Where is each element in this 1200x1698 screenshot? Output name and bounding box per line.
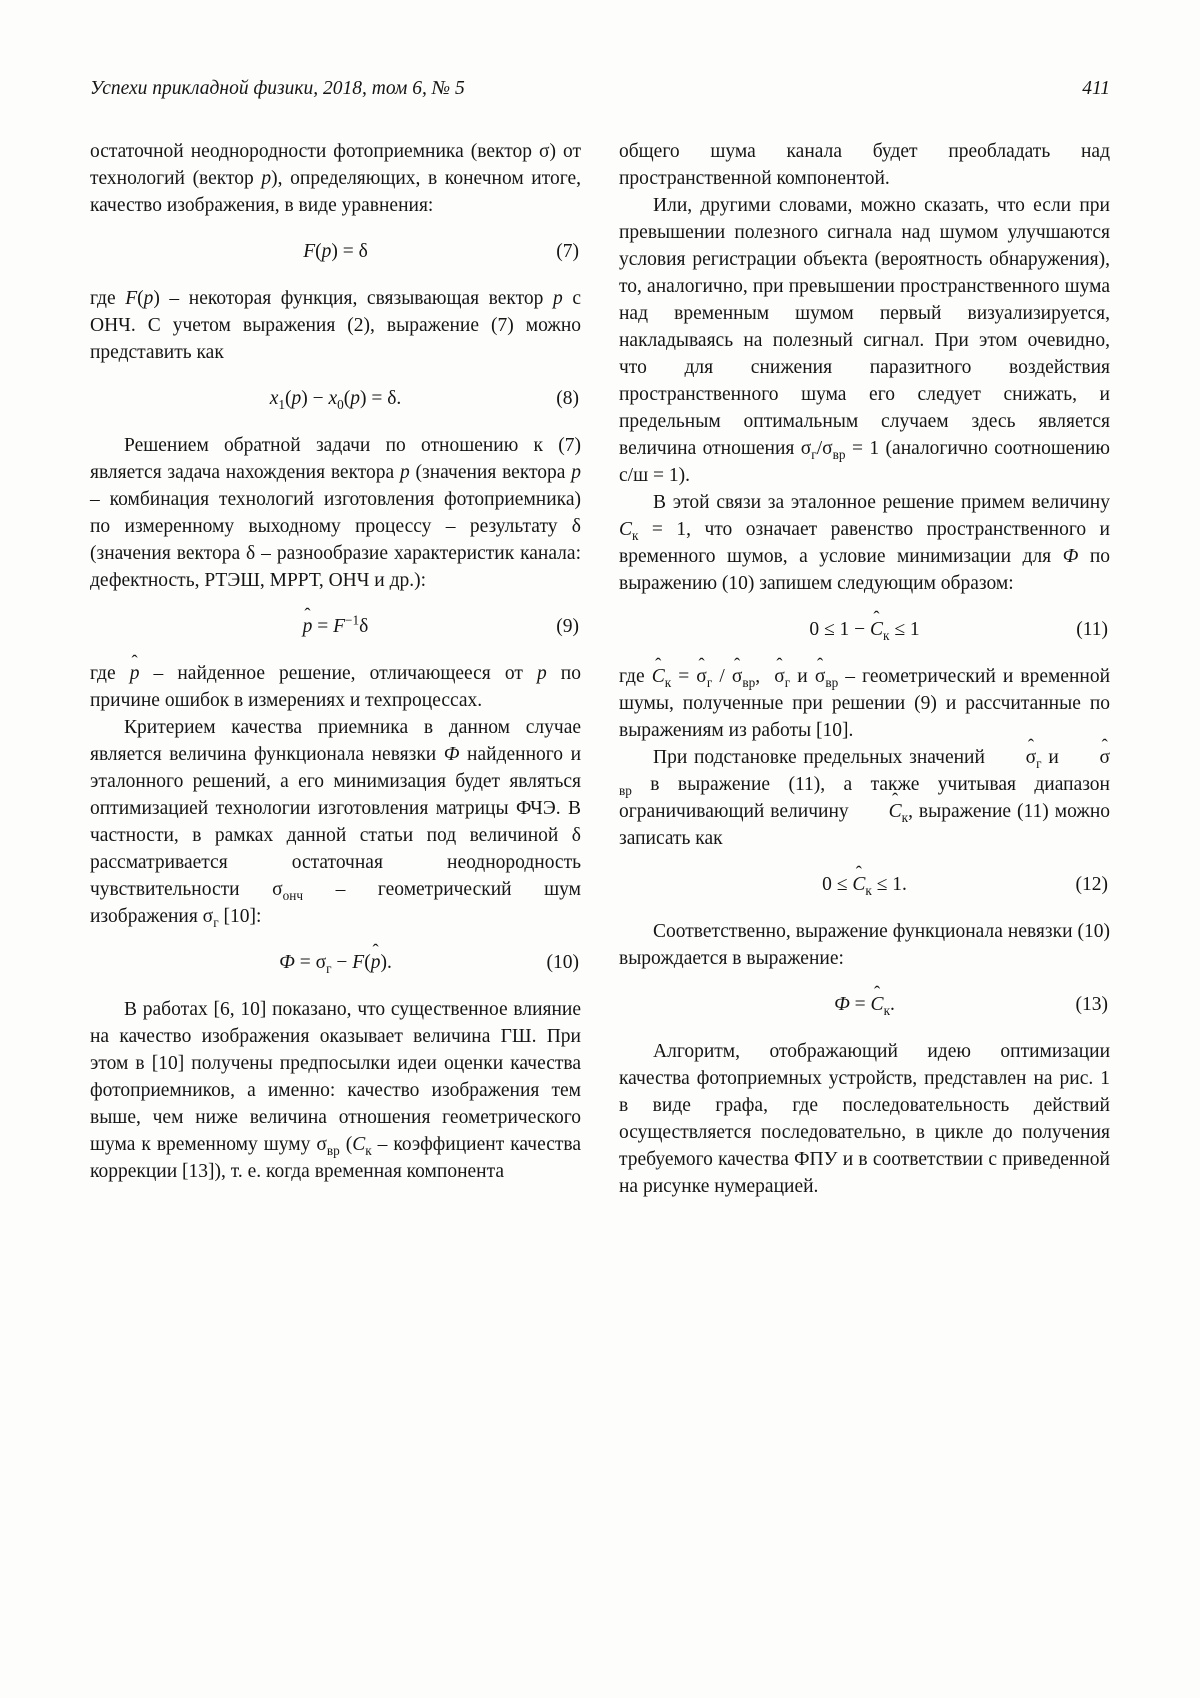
- formula-expression: 0 ≤ C ˆ$_к$ ≤ 1.: [822, 874, 907, 895]
- journal-title: Успехи прикладной физики, 2018, том 6, № 5: [90, 78, 465, 99]
- paragraph: Решением обратной задачи по отношению к (7) является задача нахождения вектора p (значения вектора p – комбинация технологий изготовления фотоприемника) по измеренному выходному процессу – результату δ (значения вектора δ – разнообразие характеристик канала: дефектность, РТЭШ, МРРТ, ОНЧ и др.):: [90, 435, 581, 591]
- paragraph: Или, другими словами, можно сказать, что если при превышении полезного сигнала над шумом улучшаются условия регистрации объекта (вероятность обнаружения), то, аналогично, при превышении пространственного шума над временным шумом первый визуализируется, накладываясь на полезный сигнал. При этом очевидно, что для снижения паразитного воздействия пространственного шума его следует снижать, и предельным оптимальным случаем здесь является величина отношения $\sigma_г/\sigma_{вр} = 1$ (аналогично соотношению с/ш = 1).: [619, 195, 1110, 486]
- formula-7: [90, 237, 581, 267]
- two-column-body: [90, 138, 1110, 1200]
- paragraph: остаточной неоднородности фотоприемника (вектор σ) от технологий (вектор p), определяющих, в конечном итоге, качество изображения, в виде уравнения:: [90, 141, 582, 216]
- formula-13: [619, 990, 1110, 1020]
- paragraph: В этой связи за эталонное решение примем величину $C_к = 1$, что означает равенство пространственного и временного шумов, а условие минимизации для Ф по выражению (10) запишем следующим образом:: [619, 492, 1111, 594]
- equation-number-12: (12): [1075, 874, 1108, 895]
- formula-12: [619, 870, 1110, 900]
- formula-9: [90, 612, 581, 642]
- page-number: 411: [1082, 78, 1110, 99]
- formula-expression: F(p) = δ: [303, 241, 368, 262]
- paragraph: Соответственно, выражение функционала невязки (10) вырождается в выражение:: [619, 921, 1110, 969]
- paragraph: При подстановке предельных значений σ ˆ$_г$ и σ ˆ$_{вр}$ в выражение (11), а также учитывая диапазон ограничивающий величину C ˆ$_к$, выражение (11) можно записать как: [619, 744, 1110, 852]
- formula-expression: 0 ≤ 1 − C ˆ$_к$ ≤ 1: [809, 619, 919, 640]
- formula-expression: $Ф = \sigma_г - F(p$ ˆ).: [279, 952, 392, 973]
- equation-number-11: (11): [1076, 619, 1108, 640]
- formula-10: [90, 948, 581, 978]
- right-column: [619, 138, 1110, 1200]
- formula-11: [619, 615, 1110, 645]
- paragraph: общего шума канала будет преобладать над пространственной компонентой.: [619, 141, 1110, 189]
- formula-8: [90, 384, 581, 414]
- paragraph: где F(p) – некоторая функция, связывающая вектор p с ОНЧ. С учетом выражения (2), выражение (7) можно представить как: [90, 288, 581, 363]
- equation-number-8: (8): [556, 388, 579, 409]
- paragraph: Критерием качества приемника в данном случае является величина функционала невязки Ф найденного и эталонного решений, а его минимизация будет являться оптимизацией технологии изготовления матрицы ФЧЭ. В частности, в рамках данной статьи под величиной δ рассматривается остаточная неоднородность чувствительности $\sigma_{онч}$ – геометрический шум изображения $\sigma_г$ [10]:: [90, 717, 581, 930]
- left-column: [90, 138, 581, 1200]
- paragraph: В работах [6, 10] показано, что существенное влияние на качество изображения оказывает величина ГШ. При этом в [10] получены предпосылки идеи оценки качества фотоприемников, а именно: качество изображения тем выше, чем ниже величина отношения геометрического шума к временному шуму $\sigma_{вр}$ ($C_к$ – коэффициент качества коррекции [13]), т. е. когда временная компонента: [90, 999, 581, 1182]
- formula-expression: Ф = C ˆ$_к$.: [834, 994, 895, 1015]
- formula-expression: $x_1(p) - x_0(p) = \delta$.: [269, 388, 402, 412]
- equation-number-7: (7): [556, 241, 579, 262]
- paragraph: где C ˆ$_к$ = σ ˆ$_г$ / σ ˆ$_{вр}$, σ ˆ$_г$ и σ ˆ$_{вр}$ – геометрический и временной шумы, полученные при решении (9) и рассчитанные по выражениям из работы [10].: [619, 663, 1110, 744]
- equation-number-9: (9): [556, 616, 579, 637]
- paragraph: где p ˆ – найденное решение, отличающееся от p по причине ошибок в измерениях и техпроцессах.: [90, 660, 581, 714]
- equation-number-13: (13): [1075, 994, 1108, 1015]
- paragraph: Алгоритм, отображающий идею оптимизации качества фотоприемных устройств, представлен на рис. 1 в виде графа, где последовательность действий осуществляется последовательно, в цикле до получения требуемого качества ФПУ и в соответствии с приведенной на рисунке нумерацией.: [619, 1041, 1110, 1197]
- formula-expression: p ˆ = $F^{-1}\delta$: [303, 616, 369, 637]
- page-header: [90, 78, 1110, 100]
- equation-number-10: (10): [546, 952, 579, 973]
